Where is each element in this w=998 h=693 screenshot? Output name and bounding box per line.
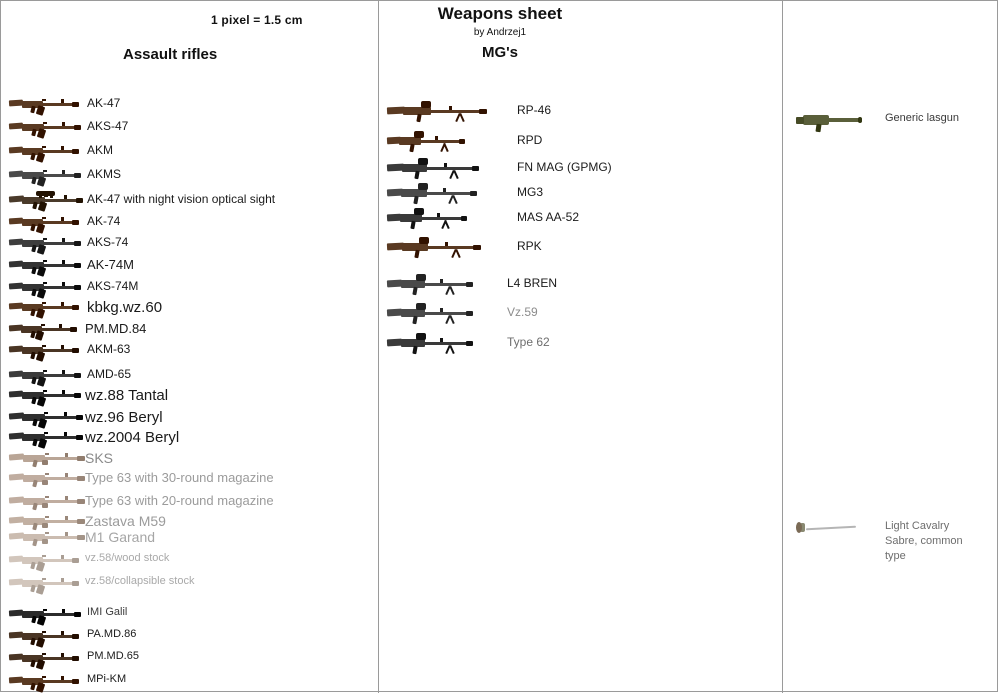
weapon-shape-part xyxy=(416,114,421,123)
weapon-shape-part xyxy=(9,412,24,419)
weapon-shape-part xyxy=(72,348,79,353)
weapon-shape-part xyxy=(36,351,45,362)
weapon-shape-part xyxy=(65,453,68,457)
weapon-shape-part xyxy=(38,559,73,562)
weapon-shape-part xyxy=(449,286,454,295)
weapon-shape-part xyxy=(418,140,462,143)
weapon-shape-part xyxy=(416,303,426,310)
weapon-shape-part xyxy=(9,283,24,290)
weapon-shape-part xyxy=(424,167,476,170)
weapon-shape-part xyxy=(421,283,469,286)
weapon-shape-part xyxy=(43,282,47,285)
weapon-shape-part xyxy=(815,124,821,133)
weapon-shape-part xyxy=(43,390,47,393)
weapon-shape-part xyxy=(9,100,23,107)
weapon-shape-part xyxy=(32,202,38,210)
weapon-shape-part xyxy=(9,147,23,154)
weapon-icon xyxy=(9,232,81,254)
weapon-shape-part xyxy=(42,539,48,544)
weapon-shape-part xyxy=(419,217,464,220)
weapon-shape-part xyxy=(61,302,64,306)
weapon-shape-part xyxy=(387,188,404,196)
weapon-label: RP-46 xyxy=(517,103,552,117)
weapon-shape-part xyxy=(38,150,73,153)
weapon-shape-part xyxy=(62,170,65,174)
weapon-shape-part xyxy=(45,516,49,519)
weapon-label: SKS xyxy=(85,450,114,466)
weapon-shape-part xyxy=(72,558,79,563)
weapon-label: AKS-74 xyxy=(87,235,129,249)
weapon-icon xyxy=(9,116,81,138)
weapon-label: wz.88 Tantal xyxy=(85,387,169,404)
weapon-shape-part xyxy=(39,394,75,397)
weapon-shape-part xyxy=(387,213,402,221)
weapon-shape-part xyxy=(413,196,418,205)
weapon-shape-part xyxy=(62,122,65,126)
weapon-shape-part xyxy=(796,117,804,124)
weapon-shape-part xyxy=(33,480,39,488)
weapon-shape-part xyxy=(74,173,81,178)
weapon-icon xyxy=(9,447,85,469)
weapon-shape-part xyxy=(36,682,45,693)
weapon-shape-part xyxy=(9,516,25,523)
weapon-icon xyxy=(9,670,79,692)
weapon-shape-part xyxy=(76,435,83,440)
weapon-shape-part xyxy=(9,346,23,353)
weapon-label: RPD xyxy=(517,133,543,147)
weapon-shape-part xyxy=(9,556,23,563)
weapon-shape-part xyxy=(77,476,85,481)
weapon-shape-part xyxy=(416,333,426,340)
weapon-shape-part xyxy=(449,345,454,354)
weapon-icon xyxy=(9,406,83,428)
weapon-shape-part xyxy=(39,126,75,129)
weapon-label: MG3 xyxy=(517,185,544,199)
weapon-label: wz.2004 Beryl xyxy=(85,429,180,446)
weapon-shape-part xyxy=(62,370,65,374)
weapon-shape-part xyxy=(42,676,46,679)
weapon-shape-part xyxy=(444,220,449,229)
weapon-label: MAS AA-52 xyxy=(517,210,580,224)
weapon-label: Zastava M59 xyxy=(85,513,166,529)
weapon-icon xyxy=(9,211,79,233)
weapon-shape-part xyxy=(455,249,460,258)
weapon-shape-part xyxy=(796,522,802,533)
weapon-shape-part xyxy=(9,239,24,246)
weapon-icon xyxy=(9,276,81,298)
weapon-shape-part xyxy=(414,171,419,180)
weapon-shape-part xyxy=(32,439,38,447)
weapon-shape-part xyxy=(440,338,443,342)
weapon-shape-part xyxy=(33,539,39,547)
weapon-shape-part xyxy=(45,473,49,476)
weapon-shape-part xyxy=(419,237,429,244)
weapon-shape-part xyxy=(449,315,454,324)
weapon-shape-part xyxy=(62,390,65,394)
weapon-shape-part xyxy=(45,496,49,499)
weapon-shape-part xyxy=(9,532,25,539)
weapon-shape-part xyxy=(62,260,65,264)
weapon-shape-part xyxy=(42,146,46,149)
weapon-shape-part xyxy=(61,99,64,103)
weapon-shape-part xyxy=(9,654,23,661)
weapon-shape-part xyxy=(77,499,85,504)
weapon-shape-part xyxy=(410,221,415,230)
weapon-shape-part xyxy=(38,328,72,331)
weapon-icon xyxy=(9,164,81,186)
weapon-shape-part xyxy=(452,195,457,204)
weapon-icon xyxy=(387,273,473,295)
weapon-icon xyxy=(387,236,481,258)
weapon-shape-part xyxy=(36,659,45,670)
weapon-icon xyxy=(9,426,83,448)
weapon-shape-part xyxy=(440,308,443,312)
weapon-shape-part xyxy=(435,136,438,140)
weapon-shape-part xyxy=(9,303,23,310)
weapon-shape-part xyxy=(43,122,47,125)
weapon-shape-part xyxy=(9,632,23,639)
weapon-label: AKM-63 xyxy=(87,342,131,356)
weapon-shape-part xyxy=(421,312,469,315)
weapon-shape-part xyxy=(410,144,415,153)
weapon-shape-part xyxy=(38,657,73,660)
weapon-shape-part xyxy=(445,242,448,246)
weapon-label: Light Cavalry Sabre, common type xyxy=(885,520,963,562)
weapon-shape-part xyxy=(418,183,428,190)
weapon-shape-part xyxy=(64,432,67,436)
weapon-shape-part xyxy=(61,676,64,680)
weapon-shape-part xyxy=(479,109,487,114)
weapon-shape-part xyxy=(42,302,46,305)
weapon-shape-part xyxy=(61,146,64,150)
weapon-shape-part xyxy=(39,242,75,245)
weapon-label: RPK xyxy=(517,239,542,253)
weapon-shape-part xyxy=(70,327,77,332)
weapon-shape-part xyxy=(38,582,73,585)
weapon-icon xyxy=(9,318,77,340)
weapon-shape-part xyxy=(461,216,467,221)
weapon-shape-part xyxy=(387,106,405,114)
weapon-icon xyxy=(387,130,465,152)
weapon-label: AKS-47 xyxy=(87,119,129,133)
weapon-label: PM.MD.84 xyxy=(85,321,147,336)
weapon-shape-part xyxy=(40,199,77,202)
weapon-label: Type 63 with 20-round magazine xyxy=(85,493,274,508)
weapon-shape-part xyxy=(44,412,48,415)
weapon-shape-part xyxy=(65,496,68,500)
weapon-shape-part xyxy=(44,432,48,435)
weapon-label: PM.MD.65 xyxy=(87,650,139,662)
weapon-shape-part xyxy=(387,308,403,316)
weapon-shape-part xyxy=(72,634,79,639)
weapon-shape-part xyxy=(42,653,46,656)
weapon-label: AMD-65 xyxy=(87,367,132,381)
weapon-icon xyxy=(9,526,85,548)
weapon-shape-part xyxy=(38,349,73,352)
weapon-shape-part xyxy=(414,208,424,215)
weapon-label: Type 63 with 30-round magazine xyxy=(85,470,274,485)
page-title: Weapons sheet xyxy=(437,4,563,23)
weapon-shape-part xyxy=(42,460,48,465)
weapon-shape-part xyxy=(41,324,45,327)
weapon-shape-part xyxy=(416,274,426,281)
weapon-shape-part xyxy=(444,163,447,167)
column-heading-mgs: MG's xyxy=(481,44,519,61)
weapon-icon xyxy=(9,93,79,115)
weapon-shape-part xyxy=(72,656,79,661)
weapon-shape-part xyxy=(64,195,67,199)
weapon-shape-part xyxy=(76,415,83,420)
column-heading-assault-rifles: Assault rifles xyxy=(123,46,218,63)
weapon-shape-part xyxy=(412,316,417,325)
weapon-label: Type 62 xyxy=(507,335,550,349)
weapon-shape-part xyxy=(72,149,79,154)
weapon-shape-part xyxy=(43,238,47,241)
weapon-shape-part xyxy=(38,306,73,309)
weapon-shape-part xyxy=(9,218,23,225)
weapon-shape-part xyxy=(9,610,24,617)
weapon-icon xyxy=(387,157,479,179)
weapon-icon xyxy=(9,140,79,162)
weapon-shape-part xyxy=(61,631,64,635)
weapon-shape-part xyxy=(61,555,64,559)
weapon-shape-part xyxy=(72,220,79,225)
weapon-label: AK-74M xyxy=(87,257,134,272)
weapon-shape-part xyxy=(72,102,79,107)
weapon-label: kbkg.wz.60 xyxy=(87,299,163,316)
weapon-shape-part xyxy=(42,480,48,485)
weapon-shape-part xyxy=(9,496,25,503)
weapon-shape-part xyxy=(9,453,25,460)
weapon-shape-part xyxy=(9,371,24,378)
weapon-shape-part xyxy=(9,391,24,398)
weapon-label: AK-47 xyxy=(87,96,121,110)
weapon-shape-part xyxy=(437,213,440,217)
weapon-icon xyxy=(9,254,81,276)
weapon-shape-part xyxy=(36,584,45,595)
weapon-shape-part xyxy=(77,519,85,524)
weapon-icon xyxy=(9,625,79,647)
weapon-shape-part xyxy=(470,191,477,196)
weapon-shape-part xyxy=(466,282,473,287)
weapon-shape-part xyxy=(43,370,47,373)
weapon-label: vz.58/collapsible stock xyxy=(85,575,195,587)
weapon-shape-part xyxy=(74,285,81,290)
weapon-shape-part xyxy=(387,338,403,346)
weapon-shape-part xyxy=(42,217,46,220)
weapon-shape-part xyxy=(472,166,479,171)
weapon-shape-part xyxy=(45,453,49,456)
weapon-shape-part xyxy=(45,532,49,535)
weapon-shape-part xyxy=(37,176,46,187)
weapon-shape-part xyxy=(42,578,46,581)
weapon-shape-part xyxy=(387,163,404,171)
weapon-label: MPi-KM xyxy=(87,673,127,685)
weapon-shape-part xyxy=(440,279,443,283)
weapon-shape-part xyxy=(40,416,77,419)
weapon-shape-part xyxy=(74,125,81,130)
weapon-shape-part xyxy=(387,242,404,250)
weapon-label: AKMS xyxy=(87,167,122,181)
weapon-shape-part xyxy=(806,525,856,530)
weapon-icon xyxy=(9,490,85,512)
weapon-shape-part xyxy=(9,579,23,586)
weapon-shape-part xyxy=(43,609,47,612)
weapon-shape-part xyxy=(74,241,81,246)
weapon-shape-part xyxy=(9,261,24,268)
weapon-icon xyxy=(9,572,79,594)
weapon-shape-part xyxy=(421,342,469,345)
weapon-shape-part xyxy=(421,101,431,108)
weapon-shape-part xyxy=(42,631,46,634)
weapon-shape-part xyxy=(36,152,45,163)
weapon-icon xyxy=(387,182,477,204)
weapon-icon xyxy=(387,332,473,354)
weapon-label: AK-74 xyxy=(87,214,121,228)
weapon-shape-part xyxy=(36,561,45,572)
weapon-icon xyxy=(9,384,81,406)
weapon-shape-part xyxy=(74,393,81,398)
weapon-shape-part xyxy=(77,456,85,461)
weapon-shape-part xyxy=(42,503,48,508)
weapon-label: AK-47 with night vision optical sight xyxy=(87,192,276,206)
weapon-label: L4 BREN xyxy=(507,276,558,290)
weapon-label: AKM xyxy=(87,143,114,157)
weapon-shape-part xyxy=(466,311,473,316)
weapon-shape-part xyxy=(9,432,24,439)
weapon-shape-part xyxy=(65,532,68,536)
column-divider-1 xyxy=(378,1,379,693)
weapon-icon xyxy=(9,339,79,361)
weapon-shape-part xyxy=(74,373,81,378)
weapon-icon xyxy=(9,549,79,571)
weapon-label: FN MAG (GPMG) xyxy=(517,160,612,174)
weapon-shape-part xyxy=(43,170,47,173)
weapon-shape-part xyxy=(39,374,75,377)
weapon-shape-part xyxy=(826,118,862,122)
weapon-shape-part xyxy=(65,516,68,520)
weapon-shape-part xyxy=(77,535,85,540)
weapon-shape-part xyxy=(459,113,464,122)
weapon-shape-part xyxy=(412,346,417,355)
weapon-shape-part xyxy=(414,131,424,138)
weapon-shape-part xyxy=(9,473,25,480)
weapon-shape-part xyxy=(38,221,73,224)
weapon-label: IMI Galil xyxy=(87,606,128,618)
weapon-shape-part xyxy=(61,653,64,657)
weapon-shape-part xyxy=(42,555,46,558)
weapon-icon xyxy=(9,467,85,489)
weapon-icon xyxy=(9,364,81,386)
weapon-shape-part xyxy=(61,345,64,349)
weapon-shape-part xyxy=(74,263,81,268)
weapon-shape-part xyxy=(39,613,75,616)
weapon-icon xyxy=(387,302,473,324)
weapon-shape-part xyxy=(38,680,73,683)
weapon-shape-part xyxy=(39,264,75,267)
weapon-shape-part xyxy=(76,198,83,203)
weapon-shape-part xyxy=(62,238,65,242)
weapon-label: Generic lasgun xyxy=(885,112,959,124)
weapon-shape-part xyxy=(415,250,420,259)
weapon-shape-part xyxy=(39,286,75,289)
weapon-shape-part xyxy=(50,195,53,198)
weapon-shape-part xyxy=(38,103,73,106)
weapon-shape-part xyxy=(43,260,47,263)
weapon-icon xyxy=(9,296,79,318)
weapon-label: Vz.59 xyxy=(507,305,538,319)
weapon-label: AKS-74M xyxy=(87,279,139,293)
weapon-shape-part xyxy=(42,345,46,348)
weapon-shape-part xyxy=(473,245,481,250)
weapon-shape-part xyxy=(425,246,478,249)
weapon-shape-part xyxy=(74,612,81,617)
column-divider-2 xyxy=(782,1,783,693)
weapon-shape-part xyxy=(61,217,64,221)
weapon-shape-part xyxy=(36,105,45,116)
weapon-shape-part xyxy=(858,117,862,123)
weapon-shape-part xyxy=(9,195,24,202)
weapon-shape-part xyxy=(412,287,417,296)
byline: by Andrzej1 xyxy=(473,27,527,38)
weapon-shape-part xyxy=(38,635,73,638)
weapon-shape-part xyxy=(9,171,24,178)
weapon-shape-part xyxy=(72,581,79,586)
weapon-shape-part xyxy=(42,99,46,102)
weapon-label: vz.58/wood stock xyxy=(85,552,170,564)
weapon-shape-part xyxy=(427,110,483,113)
weapon-label: M1 Garand xyxy=(85,529,156,545)
weapon-shape-part xyxy=(443,188,446,192)
weapon-shape-part xyxy=(453,170,458,179)
weapon-shape-part xyxy=(64,412,67,416)
weapon-icon xyxy=(9,647,79,669)
scale-note: 1 pixel = 1.5 cm xyxy=(211,13,303,27)
weapon-shape-part xyxy=(423,192,473,195)
weapon-icon xyxy=(9,189,83,211)
weapon-shape-part xyxy=(9,677,23,684)
weapon-icon xyxy=(9,603,81,625)
weapon-shape-part xyxy=(62,609,65,613)
weapon-shape-part xyxy=(9,123,24,130)
weapon-icon xyxy=(796,109,862,131)
weapon-shape-part xyxy=(466,341,473,346)
weapon-shape-part xyxy=(37,128,46,139)
weapon-shape-part xyxy=(59,324,62,328)
weapon-shape-part xyxy=(65,473,68,477)
weapon-shape-part xyxy=(39,195,42,198)
weapon-shape-part xyxy=(449,106,452,110)
weapon-shape-part xyxy=(387,136,401,144)
weapon-shape-part xyxy=(39,174,75,177)
weapon-label: wz.96 Beryl xyxy=(85,409,163,426)
weapon-icon xyxy=(796,516,856,538)
weapon-shape-part xyxy=(61,578,64,582)
weapon-shape-part xyxy=(72,305,79,310)
weapon-shape-part xyxy=(459,139,465,144)
weapon-shape-part xyxy=(418,158,428,165)
weapon-icon xyxy=(387,207,467,229)
weapon-shape-part xyxy=(62,282,65,286)
weapon-icon xyxy=(387,100,487,122)
weapon-shape-part xyxy=(72,679,79,684)
weapon-shape-part xyxy=(9,325,23,332)
weapon-shape-part xyxy=(40,436,77,439)
weapon-shape-part xyxy=(387,279,403,287)
weapon-label: PA.MD.86 xyxy=(87,628,137,640)
